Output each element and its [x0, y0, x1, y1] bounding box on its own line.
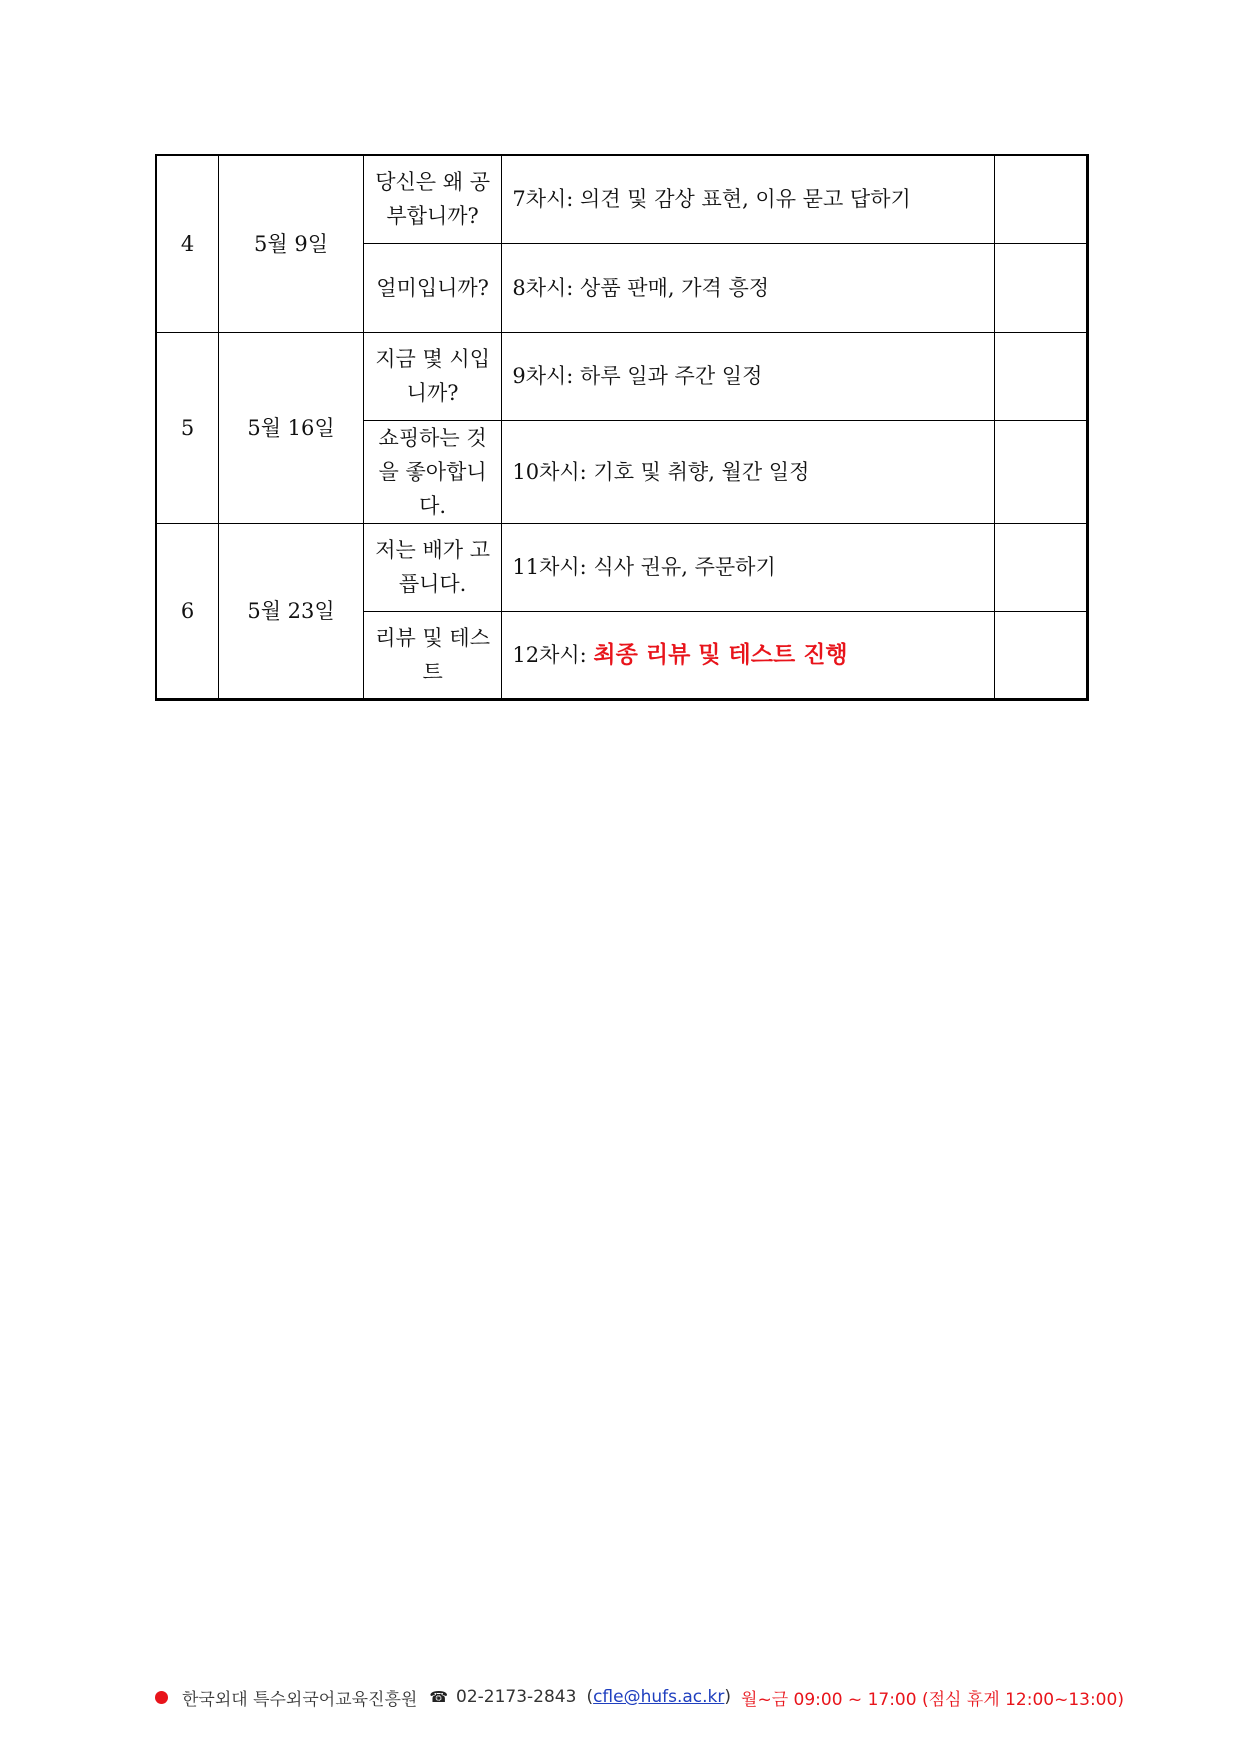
lesson-topic: 쇼핑하는 것을 좋아합니다. [363, 420, 502, 523]
lesson-content: 8차시: 상품 판매, 가격 흥정 [502, 243, 995, 332]
note-cell [994, 611, 1087, 699]
week-number: 6 [156, 523, 219, 699]
note-cell [994, 420, 1087, 523]
lesson-content: 11차시: 식사 권유, 주문하기 [502, 523, 995, 611]
footer-phone: 02-2173-2843 [456, 1687, 577, 1707]
table-row [156, 523, 1088, 611]
class-date: 5월 9일 [219, 155, 364, 332]
telephone-icon: ☎ [429, 1688, 448, 1706]
schedule-table [155, 154, 1089, 701]
footer-office-hours: 월~금 09:00 ~ 17:00 (점심 휴게 12:00~13:00) [741, 1689, 1124, 1710]
table-row [156, 155, 1088, 243]
note-cell [994, 243, 1087, 332]
lesson-topic: 저는 배가 고픕니다. [363, 523, 502, 611]
note-cell [994, 155, 1087, 243]
footer-email-group [586, 1687, 731, 1707]
lesson-content: 7차시: 의견 및 감상 표현, 이유 묻고 답하기 [502, 155, 995, 243]
class-date: 5월 23일 [219, 523, 364, 699]
lesson-content-highlight: 최종 리뷰 및 테스트 진행 [593, 640, 848, 668]
lesson-content: 10차시: 기호 및 취향, 월간 일정 [502, 420, 995, 523]
class-date: 5월 16일 [219, 332, 364, 523]
week-number: 5 [156, 332, 219, 523]
lesson-topic: 당신은 왜 공부합니까? [363, 155, 502, 243]
footer-email-link[interactable]: cfle@hufs.ac.kr [593, 1687, 725, 1707]
email-close-paren: ) [724, 1687, 732, 1707]
lesson-content: 9차시: 하루 일과 주간 일정 [502, 332, 995, 420]
lesson-topic: 지금 몇 시입니까? [363, 332, 502, 420]
lesson-content-prefix: 12차시: [512, 642, 594, 667]
footer-org-name: 한국외대 특수외국어교육진흥원 [182, 1689, 418, 1710]
lesson-topic: 얼미입니까? [363, 243, 502, 332]
bullet-dot-icon [155, 1691, 168, 1704]
footer [155, 1682, 1215, 1712]
lesson-content [502, 611, 995, 699]
week-number: 4 [156, 155, 219, 332]
email-open-paren: ( [586, 1687, 594, 1707]
table-row [156, 332, 1088, 420]
note-cell [994, 332, 1087, 420]
lesson-topic: 리뷰 및 테스트 [363, 611, 502, 699]
note-cell [994, 523, 1087, 611]
